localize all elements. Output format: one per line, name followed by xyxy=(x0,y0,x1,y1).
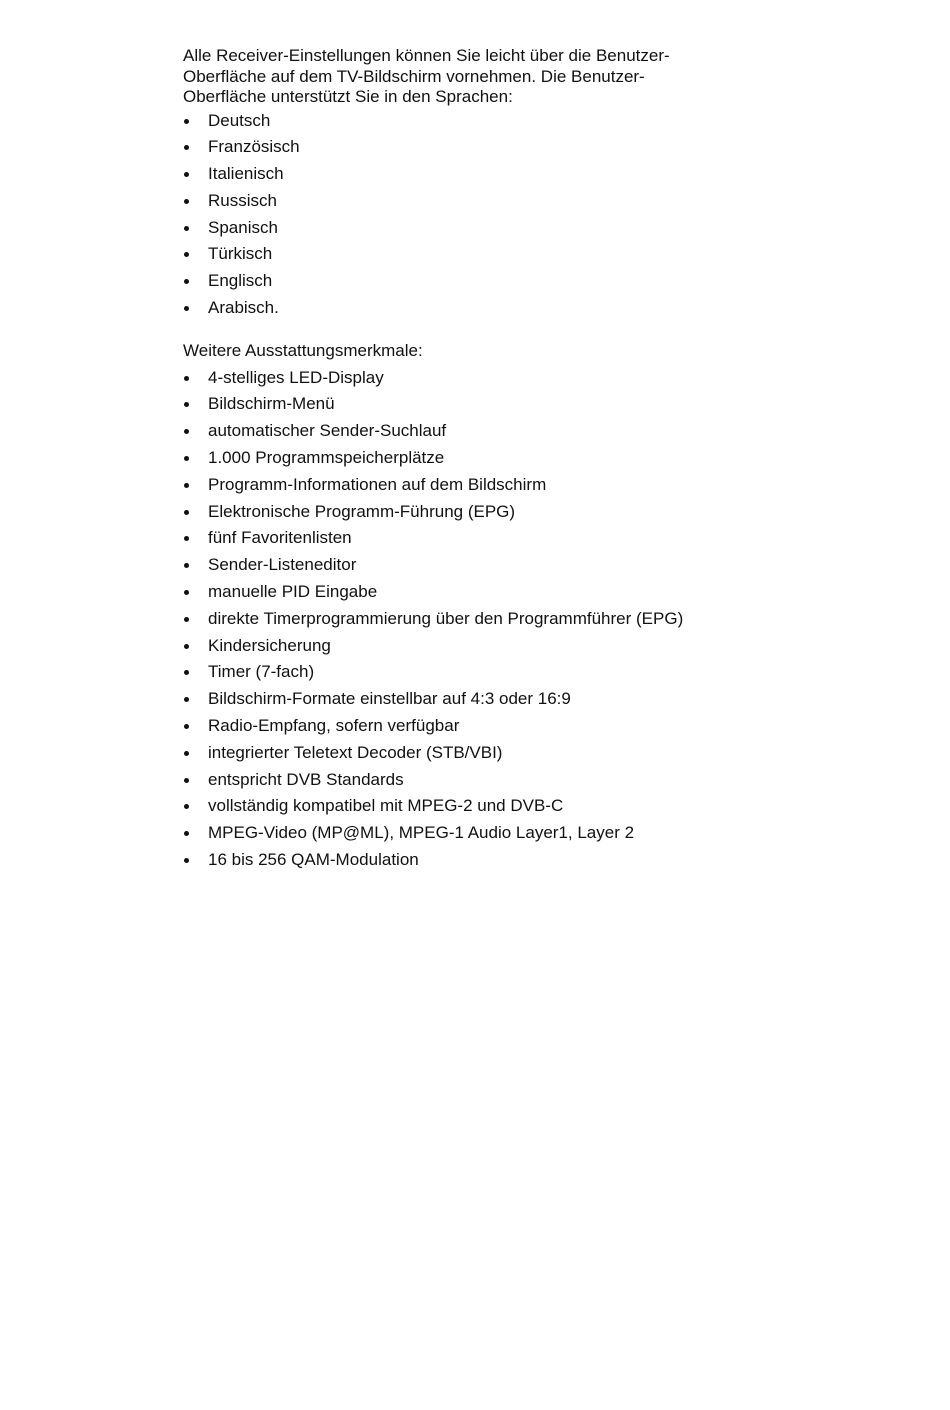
intro-line: Oberfläche auf dem TV-Bildschirm vornehmen. Die Benutzer- xyxy=(183,66,645,86)
features-heading: Weitere Ausstattungsmerkmale: xyxy=(183,340,423,360)
feature-item: 1.000 Programmspeicherplätze xyxy=(183,445,783,472)
feature-item: 4-stelliges LED-Display xyxy=(183,365,783,392)
intro-paragraph xyxy=(183,46,783,108)
language-list xyxy=(183,108,783,322)
language-item: Russisch xyxy=(183,188,783,215)
feature-list xyxy=(183,365,783,874)
feature-item: automatischer Sender-Suchlauf xyxy=(183,418,783,445)
feature-item: Kindersicherung xyxy=(183,633,783,660)
feature-item: entspricht DVB Standards xyxy=(183,767,783,794)
feature-item: MPEG-Video (MP@ML), MPEG-1 Audio Layer1, Layer 2 xyxy=(183,820,783,847)
intro-line: Oberfläche unterstützt Sie in den Sprachen: xyxy=(183,87,513,106)
language-item: Deutsch xyxy=(183,108,783,135)
language-item: Englisch xyxy=(183,268,783,295)
feature-item: fünf Favoritenlisten xyxy=(183,525,783,552)
language-item: Französisch xyxy=(183,134,783,161)
feature-item: Programm-Informationen auf dem Bildschirm xyxy=(183,472,783,499)
feature-item: Bildschirm-Menü xyxy=(183,391,783,418)
feature-item: Timer (7-fach) xyxy=(183,659,783,686)
feature-item: integrierter Teletext Decoder (STB/VBI) xyxy=(183,740,783,767)
feature-item: Bildschirm-Formate einstellbar auf 4:3 oder 16:9 xyxy=(183,686,783,713)
language-item: Italienisch xyxy=(183,161,783,188)
document-page xyxy=(183,46,783,874)
language-item: Spanisch xyxy=(183,215,783,242)
feature-item: vollständig kompatibel mit MPEG-2 und DVB-C xyxy=(183,793,783,820)
language-item: Türkisch xyxy=(183,241,783,268)
language-item: Arabisch. xyxy=(183,295,783,322)
feature-item: 16 bis 256 QAM-Modulation xyxy=(183,847,783,874)
intro-line: Alle Receiver-Einstellungen können Sie leicht über die Benutzer- xyxy=(183,46,670,65)
feature-item: Elektronische Programm-Führung (EPG) xyxy=(183,499,783,526)
feature-item: manuelle PID Eingabe xyxy=(183,579,783,606)
feature-item: direkte Timerprogrammierung über den Programmführer (EPG) xyxy=(183,606,783,633)
feature-item: Sender-Listeneditor xyxy=(183,552,783,579)
feature-item: Radio-Empfang, sofern verfügbar xyxy=(183,713,783,740)
